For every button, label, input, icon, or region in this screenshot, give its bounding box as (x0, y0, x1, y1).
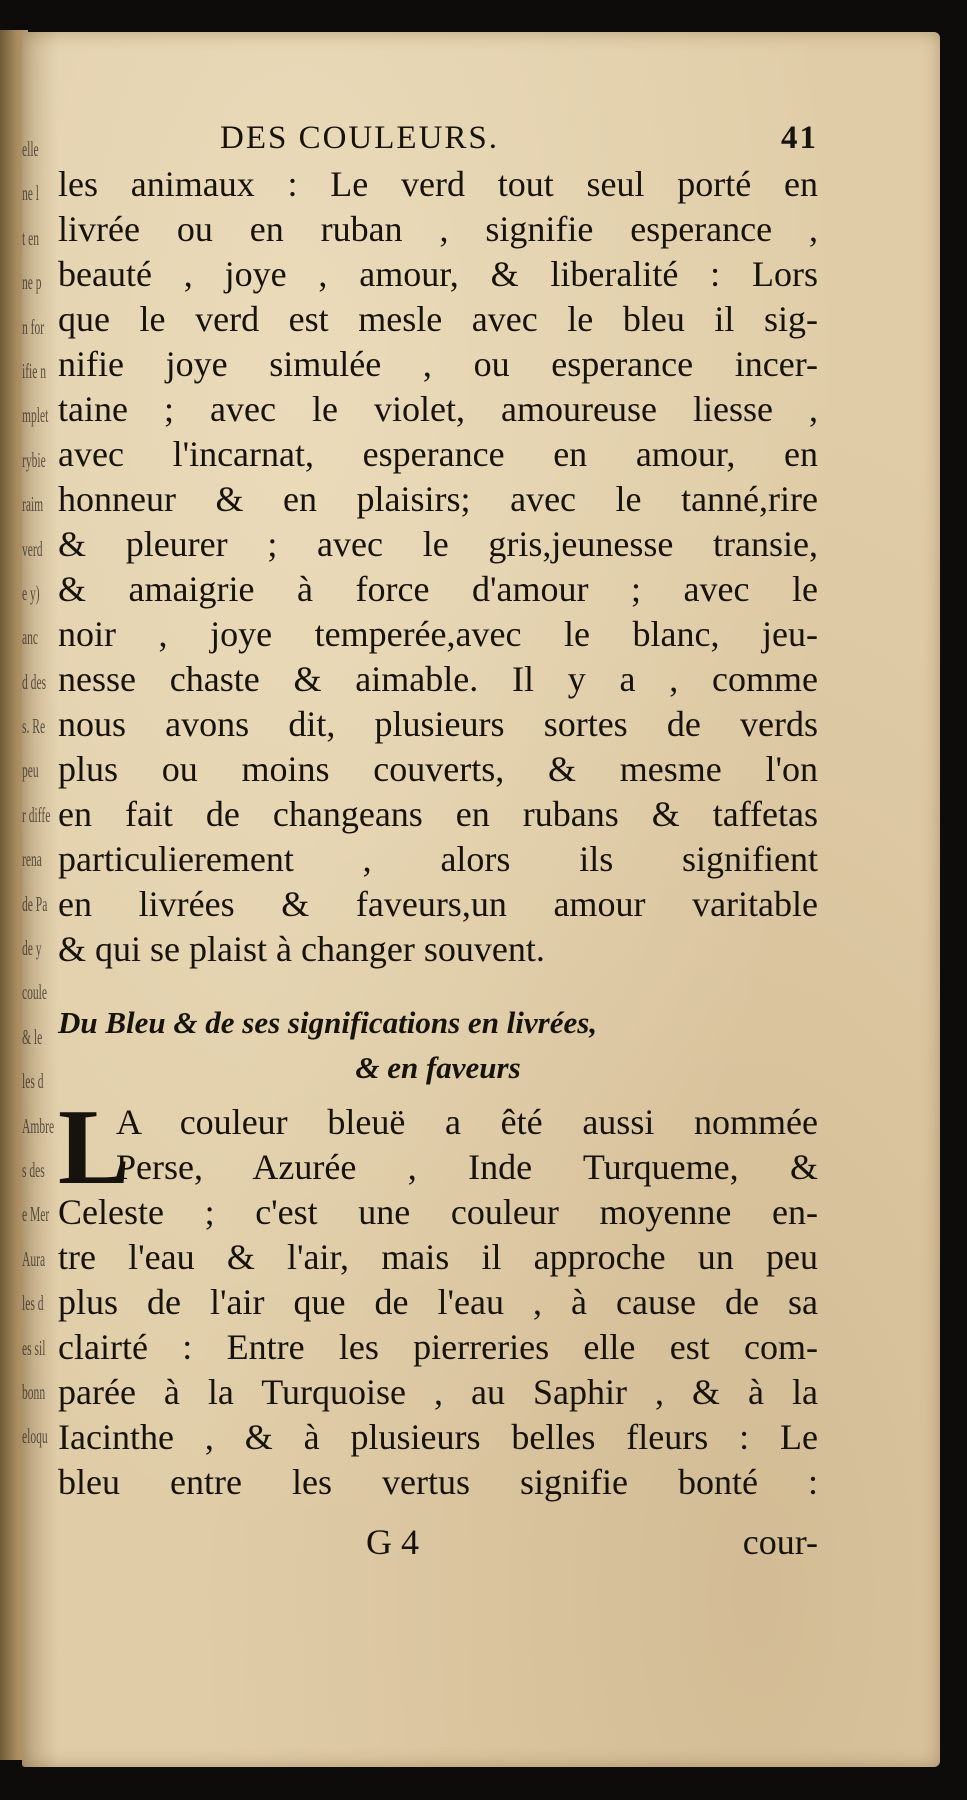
section-heading-line-2: & en faveurs (355, 1050, 521, 1085)
gutter-fragment: e Mer (22, 1202, 50, 1227)
text-line: & amaigrie à force d'amour ; avec le (58, 569, 818, 609)
gutter-fragment: de Pa (22, 891, 48, 916)
text-line: beauté , joye , amour, & liberalité : Lors (58, 254, 818, 294)
page-header (58, 114, 818, 162)
text-line: & pleurer ; avec le gris,jeunesse transie, (58, 524, 818, 564)
gutter-fragment: de y (22, 936, 42, 961)
text-line: livrée ou en ruban , signifie esperance , (58, 209, 818, 249)
text-line: parée à la Turquoise , au Saphir , & à la (58, 1372, 818, 1412)
text-line: plus ou moins couverts, & mesme l'on (58, 749, 818, 789)
gutter-fragment: peu (22, 758, 39, 783)
gutter-fragment: ifie n (22, 358, 47, 383)
gutter-fragment: es sil (22, 1335, 46, 1360)
text-line: nous avons dit, plusieurs sortes de verds (58, 704, 818, 744)
gutter-fragment: e y) (22, 580, 40, 605)
text-line: que le verd est mesle avec le bleu il sig- (58, 299, 818, 339)
gutter-fragment: coule (22, 980, 48, 1005)
gutter-fragment: n for (22, 314, 45, 339)
gutter-fragment: t en (22, 225, 39, 250)
text-line: honneur & en plaisirs; avec le tanné,rire (58, 479, 818, 519)
gutter-fragment: Ambre (22, 1113, 55, 1138)
text-line: les animaux : Le verd tout seul porté en (58, 164, 818, 204)
text-line: en livrées & faveurs,un amour varitable (58, 884, 818, 924)
catchword: cour- (742, 1522, 818, 1562)
text-line: tre l'eau & l'air, mais il approche un peu (58, 1237, 818, 1277)
text-line: avec l'incarnat, esperance en amour, en (58, 434, 818, 474)
page-text-block (58, 114, 818, 1567)
gutter-fragment: & le (22, 1024, 43, 1049)
section-heading (58, 1000, 818, 1090)
text-line: A couleur bleuë a êté aussi nommée (116, 1102, 818, 1142)
text-line: Celeste ; c'est une couleur moyenne en- (58, 1192, 818, 1232)
gutter-fragment: les d (22, 1069, 44, 1094)
gutter-fragment: r diffe (22, 802, 51, 827)
text-line: en fait de changeans en rubans & taffetas (58, 794, 818, 834)
text-line: noir , joye temperée,avec le blanc, jeu- (58, 614, 818, 654)
page-footer (58, 1517, 818, 1567)
gutter-fragment: anc (22, 625, 39, 650)
text-line: plus de l'air que de l'eau , à cause de sa (58, 1282, 818, 1322)
text-line: bleu entre les vertus signifie bonté : (58, 1462, 818, 1502)
text-line: particulierement , alors ils signifient (58, 839, 818, 879)
gutter-fragment: s. Re (22, 714, 46, 739)
paragraph-blue-colors (58, 1088, 818, 1505)
gutter-fragment: raim (22, 492, 44, 517)
paragraph-green-colors (58, 162, 818, 972)
text-line: clairté : Entre les pierreries elle est com- (58, 1327, 818, 1367)
facing-page-gutter-text (22, 127, 58, 1597)
book-page (22, 32, 940, 1767)
text-line: & qui se plaist à changer souvent. (58, 929, 545, 969)
page-number: 41 (781, 120, 818, 156)
gutter-fragment: eloqu (22, 1424, 48, 1449)
gutter-fragment: rena (22, 847, 42, 872)
gutter-fragment: les d (22, 1291, 44, 1316)
gutter-fragment: d des (22, 669, 47, 694)
running-head: DES COULEURS. (220, 120, 500, 156)
gutter-fragment: s des (22, 1157, 45, 1182)
drop-cap: L (58, 1088, 131, 1207)
gutter-fragment: ne p (22, 270, 42, 295)
gutter-fragment: rybie (22, 447, 46, 472)
signature-mark: G 4 (366, 1522, 419, 1562)
text-line: Perse, Azurée , Inde Turqueme, & (116, 1147, 818, 1187)
text-line: Iacinthe , & à plusieurs belles fleurs : Le (58, 1417, 818, 1457)
gutter-fragment: Aura (22, 1246, 46, 1271)
section-heading-line-1: Du Bleu & de ses significations en livrées, (58, 1005, 598, 1040)
text-line: nesse chaste & aimable. Il y a , comme (58, 659, 818, 699)
gutter-fragment: verd (22, 536, 43, 561)
gutter-fragment: ne l (22, 181, 39, 206)
text-line: nifie joye simulée , ou esperance incer- (58, 344, 818, 384)
gutter-fragment: mplet (22, 403, 49, 428)
gutter-fragment: elle (22, 137, 39, 161)
gutter-fragment: bonn (22, 1379, 46, 1404)
text-line: taine ; avec le violet, amoureuse liesse , (58, 389, 818, 429)
